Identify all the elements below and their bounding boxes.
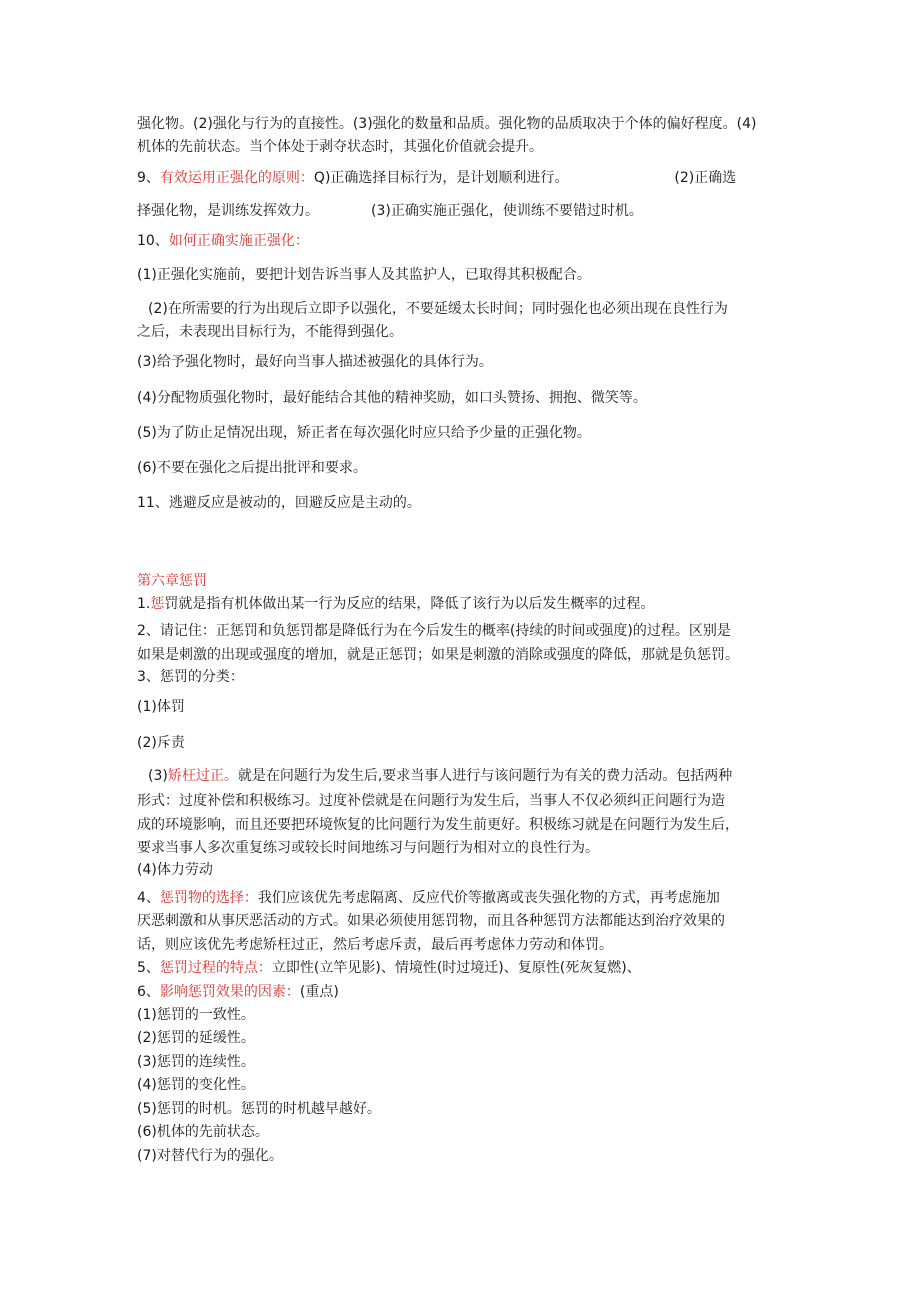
item-5: [137, 958, 797, 978]
text-line: 3、惩罚的分类：: [137, 669, 244, 685]
keyword: 矫枉过正。: [167, 768, 238, 784]
item-heading: 有效运用正强化的原则：: [159, 170, 314, 186]
text-line: (2)斥责: [137, 735, 185, 751]
text-line: (6)不要在强化之后提出批评和要求。: [137, 460, 367, 476]
text-line: (2)惩罚的延缓性。: [137, 1030, 255, 1046]
text-line: (4)体力劳动: [137, 862, 213, 878]
item-heading: 影响惩罚效果的因素：: [159, 984, 300, 1000]
item-heading: 惩罚物的选择：: [159, 890, 258, 906]
text-line: (1)体罚: [137, 699, 185, 715]
text-line: 成的环境影响，而且还要把环境恢复的比问题行为发生前更好。积极练习就是在问题行为发生后，: [137, 817, 739, 833]
item-4: [137, 888, 797, 908]
item-text: 就是在问题行为发生后,要求当事人进行与该问题行为有关的费力活动。包括两种: [237, 768, 733, 784]
text-line: 之后，未表现出目标行为，不能得到强化。: [137, 324, 403, 340]
item-text: 立即性(立竿见影)、情境性(时过境迁)、复原性(死灰复燃)、: [271, 960, 641, 976]
item-number: 10、: [137, 233, 169, 249]
text-line: (2)在所需要的行为出现后立即予以强化，不要延缓太长时间；同时强化也必须出现在良性行为: [148, 301, 728, 317]
text-line: 2、请记住：正惩罚和负惩罚都是降低行为在今后发生的概率(持续的时间或强度)的过程。区别是: [137, 623, 731, 639]
text-line: (6)机体的先前状态。: [137, 1124, 269, 1140]
item-6: [137, 982, 797, 1002]
text-line: (3)给予强化物时，最好向当事人描述被强化的具体行为。: [137, 354, 493, 370]
text-line: (4)惩罚的变化性。: [137, 1077, 255, 1093]
text-line: (7)对替代行为的强化。: [137, 1148, 283, 1164]
item-number: 5、: [137, 960, 160, 976]
item-text: (2)正确选: [674, 170, 737, 186]
text-line: 强化物。(2)强化与行为的直接性。(3)强化的数量和品质。强化物的品质取决于个体的偏好程度。(4): [137, 116, 757, 132]
text-line: 11、逃避反应是被动的，回避反应是主动的。: [137, 495, 421, 511]
text-line: 形式：过度补偿和积极练习。过度补偿就是在问题行为发生后，当事人不仅必须纠正问题行为造: [137, 793, 725, 809]
def-1: [137, 594, 797, 614]
item-text: 罚就是指有机体做出某一行为反应的结果，降低了该行为以后发生概率的过程。: [164, 596, 655, 612]
item-text: (重点): [299, 984, 339, 1000]
item-9: [137, 168, 797, 188]
keyword: 惩: [150, 596, 165, 612]
item-heading: 如何正确实施正强化：: [168, 233, 309, 249]
item-number: 4、: [137, 890, 160, 906]
text-line: (1)惩罚的一致性。: [137, 1007, 255, 1023]
item-c3: [148, 766, 808, 786]
text-line: (5)惩罚的时机。惩罚的时机越早越好。: [137, 1101, 381, 1117]
item-number: (3): [148, 768, 168, 784]
item-number: 1.: [137, 596, 151, 612]
text-line: 机体的先前状态。当个体处于剥夺状态时，其强化价值就会提升。: [137, 139, 543, 155]
text-line: (3)惩罚的连续性。: [137, 1054, 255, 1070]
text-line: 厌恶刺激和从事厌恶活动的方式。如果必须使用惩罚物，而且各种惩罚方法都能达到治疗效果的: [137, 913, 725, 929]
item-10: [137, 231, 797, 251]
item-number: 9、: [137, 170, 160, 186]
item-heading: 惩罚过程的特点：: [159, 960, 272, 976]
text-line: (4)分配物质强化物时，最好能结合其他的精神奖励，如口头赞扬、拥抱、微笑等。: [137, 390, 647, 406]
text-line: 要求当事人多次重复练习或较长时间地练习与问题行为相对立的良性行为。: [137, 840, 599, 856]
text-line: 如果是刺激的出现或强度的增加，就是正惩罚；如果是刺激的消除或强度的降低，那就是负惩罚。: [137, 647, 739, 663]
text-line: (1)正强化实施前，要把计划告诉当事人及其监护人，已取得其积极配合。: [137, 267, 591, 283]
item-text: (3)正确实施正强化，使训练不要错过时机。: [371, 203, 643, 219]
text-line: 话，则应该优先考虑矫枉过正，然后考虑斥责，最后再考虑体力劳动和体罚。: [137, 937, 613, 953]
item-9-continued: [137, 201, 797, 221]
text-line: (5)为了防止足情况出现，矫正者在每次强化时应只给予少量的正强化物。: [137, 425, 591, 441]
item-text: Q)正确选择目标行为，是计划顺利进行。: [313, 170, 569, 186]
item-text: 择强化物，是训练发挥效力。: [137, 203, 319, 219]
chapter-title: 第六章惩罚: [137, 573, 207, 589]
item-text: 我们应该优先考虑隔离、反应代价等撤离或丧失强化物的方式，再考虑施加: [257, 890, 720, 906]
item-number: 6、: [137, 984, 160, 1000]
